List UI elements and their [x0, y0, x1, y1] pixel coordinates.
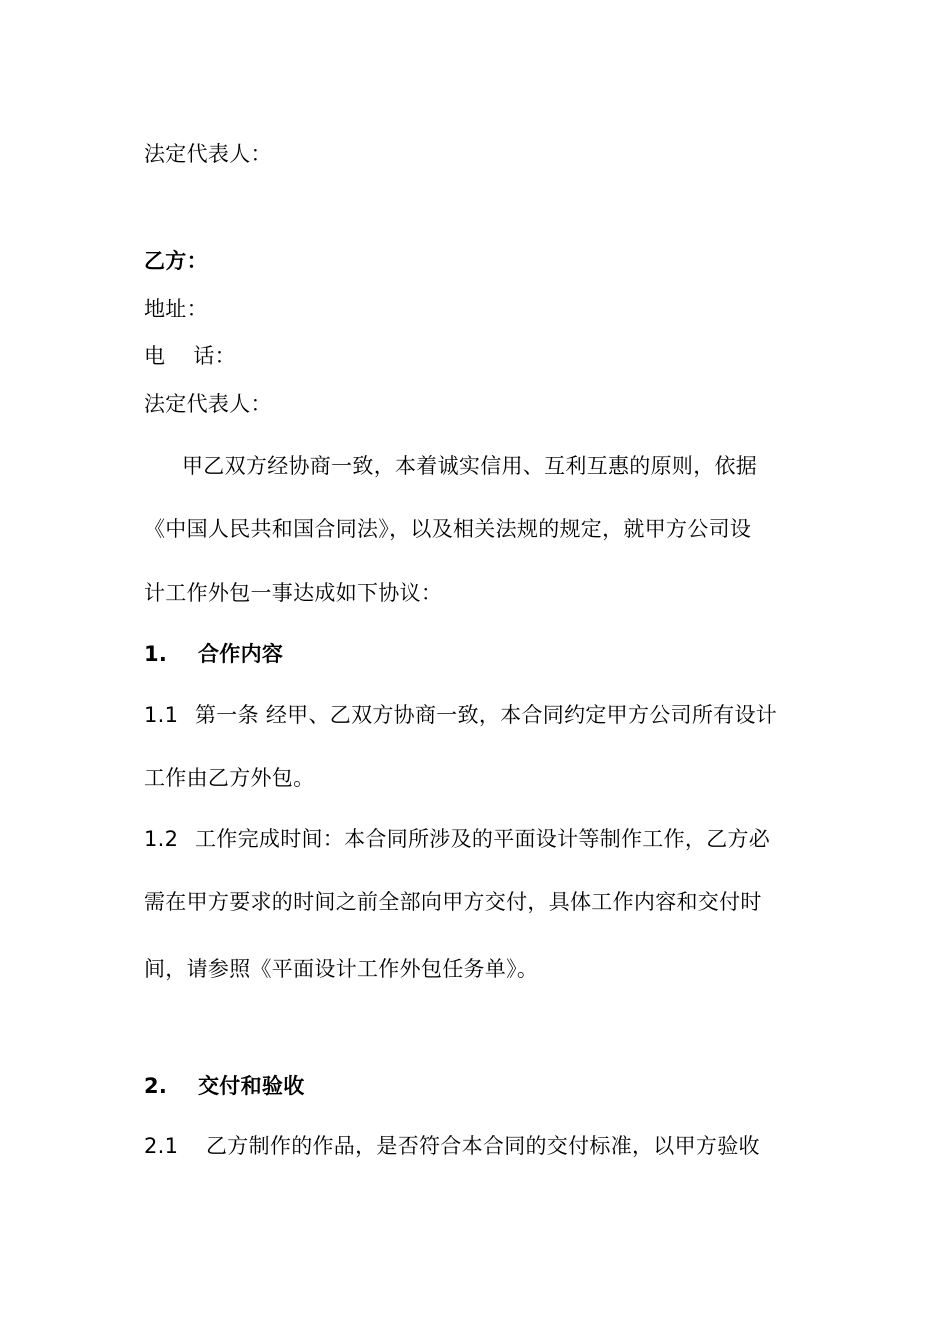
clause-1-2-line-2: 需在甲方要求的时间之前全部向甲方交付，具体工作内容和交付时	[144, 890, 762, 914]
party-a-legal-rep-label: 法定代表人：	[144, 142, 272, 166]
section-2-heading	[144, 1072, 305, 1100]
preamble-line-3: 计工作外包一事达成如下协议：	[144, 581, 443, 605]
party-b-phone-label	[144, 342, 236, 370]
section-2-number: 2.	[144, 1074, 168, 1098]
party-b-legal-rep-label: 法定代表人：	[144, 392, 272, 416]
clause-1-2-line-1	[144, 825, 770, 853]
phone-label-part2: 话：	[193, 344, 236, 368]
clause-1-1-text: 第一条 经甲、乙双方协商一致，本合同约定甲方公司所有设计	[195, 703, 778, 727]
phone-label-part1: 电	[144, 344, 166, 368]
section-1-number: 1.	[144, 642, 168, 666]
clause-2-1-number: 2.1	[144, 1134, 179, 1158]
party-b-address-label: 地址：	[144, 297, 208, 321]
clause-2-1-line-1	[144, 1132, 760, 1160]
clause-2-1-text: 乙方制作的作品，是否符合本合同的交付标准，以甲方验收	[206, 1134, 760, 1158]
clause-1-1-number: 1.1	[144, 703, 179, 727]
party-b-heading: 乙方：	[144, 249, 208, 273]
section-1-heading	[144, 640, 283, 668]
preamble-line-2: 《中国人民共和国合同法》，以及相关法规的规定，就甲方公司设	[144, 517, 752, 541]
section-1-title: 合作内容	[198, 642, 284, 666]
section-2-title: 交付和验收	[198, 1074, 305, 1098]
clause-1-2-line-3: 间，请参照《平面设计工作外包任务单》。	[144, 957, 539, 981]
clause-1-2-number: 1.2	[144, 827, 179, 851]
clause-1-2-text: 工作完成时间：本合同所涉及的平面设计等制作工作，乙方必	[195, 827, 771, 851]
preamble-line-1: 甲乙双方经协商一致，本着诚实信用、互利互惠的原则，依据	[182, 454, 758, 478]
clause-1-1-line-1	[144, 701, 777, 729]
clause-1-1-line-2: 工作由乙方外包。	[144, 766, 315, 790]
